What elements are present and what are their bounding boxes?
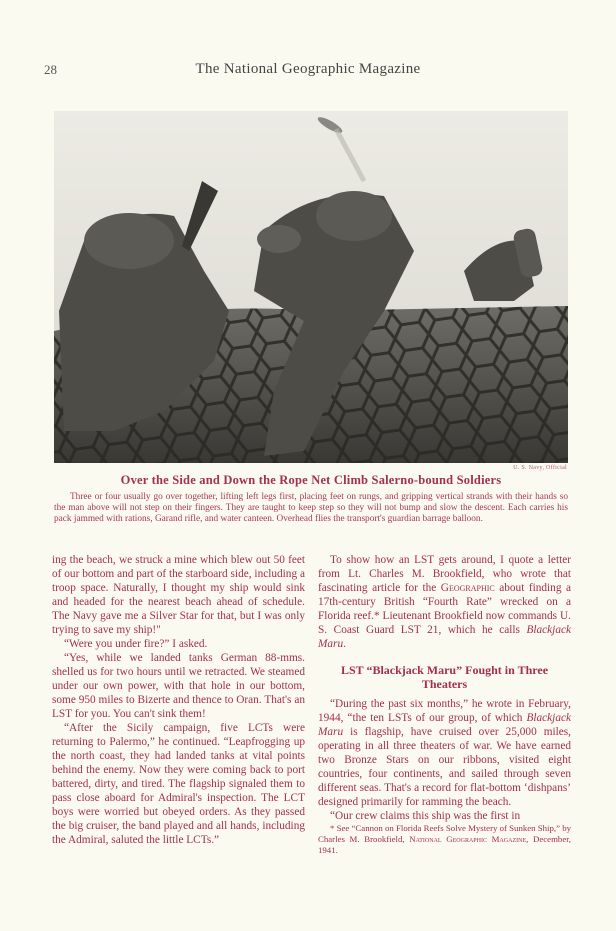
paragraph: “Our crew claims this ship was the first in bbox=[330, 810, 521, 822]
caption-body: Three or four usually go over together, lifting left legs first, placing feet on rungs, and gripping vertical strands with their hands so the man above will not step on their fingers. They are taught to keep step so they will not bump and slow the descent. Each carries his pack jammed with rations, Garand rifle, and water canteen. Overhead flies the transport's guardian barrage balloon. bbox=[54, 492, 568, 524]
text-run: “During the past six months,” he wrote in February, 1944, “the ten LSTs of our group, of which bbox=[318, 698, 571, 724]
paragraph-intro bbox=[318, 553, 571, 651]
text-run: is flagship, have cruised over 25,000 miles, operating in all three theaters of war. We have earned two Bronze Stars on our ribbons, visited eight countries, four continents, and sailed through seven different seas. That's a record for flat-bottom ‘dishpans’ designed primarily for ramming the beach. bbox=[318, 726, 571, 808]
text-run: * See “Cannon on Florida Reefs Solve Mystery of Sunken Ship,” by Charles M. Brookfield, bbox=[318, 823, 571, 844]
paragraph: “Yes, while we landed tanks German 88-mms. shelled us for two hours until we retracted. We steamed under our own power, with that hole in our bottom, some 950 miles to Bizerte and thence to Oran. That's an LST for you. You can't sink them! bbox=[52, 652, 305, 720]
page-number: 28 bbox=[44, 62, 57, 77]
left-column bbox=[52, 553, 305, 847]
photo-illustration bbox=[54, 111, 568, 463]
right-column bbox=[318, 553, 571, 856]
ship-name: Blackjack Maru bbox=[318, 624, 571, 650]
running-head bbox=[0, 62, 616, 82]
text-run: . bbox=[343, 638, 346, 650]
paragraph: “After the Sicily campaign, five LCTs were returning to Palermo,” he continued. “Leapfrogging up the north coast, they had landed tanks at vital points behind the enemy. Now they were coming back to port battered, dirty, and tired. The flagship signaled them to pass close aboard for Admiral's inspection. The LCT boys were worried but obeyed orders. As they passed the big cruiser, the band played and all hands, including the Admiral, saluted the little LCTs.” bbox=[52, 722, 305, 846]
geographic-reference: Geographic bbox=[440, 582, 495, 594]
paragraph: “Were you under fire?” I asked. bbox=[64, 638, 208, 650]
photo-caption bbox=[54, 473, 568, 524]
footnote-magazine: National Geographic Magazine bbox=[409, 834, 527, 844]
ship-name: Blackjack Maru bbox=[318, 712, 571, 738]
caption-title: Over the Side and Down the Rope Net Climb Salerno-bound Soldiers bbox=[120, 473, 502, 487]
magazine-title: The National Geographic Magazine bbox=[195, 61, 421, 77]
photo-soldiers-rope-net bbox=[54, 111, 568, 463]
text-run: about finding a 17th-century British “Fourth Rate” wrecked on a Florida reef.* Lieutenant Brookfield now commands U. S. Coast Guard LST 21, which he calls bbox=[318, 582, 571, 636]
text-run: , December, 1941. bbox=[318, 834, 572, 855]
paragraph: ing the beach, we struck a mine which blew out 50 feet of our bottom and part of the starboard side, including a troop space. Naturally, I thought my ship would sink and headed for the nearest beach ahead of schedule. The Navy gave me a Silver Star for that, but I was only trying to save my ship!" bbox=[52, 554, 305, 636]
text-run: To show how an LST gets around, I quote a letter from Lt. Charles M. Brookfield, who wrote that fascinating article for the bbox=[318, 554, 571, 594]
paragraph bbox=[318, 697, 571, 809]
photo-credit: U. S. Navy, Official bbox=[513, 465, 567, 471]
footnote bbox=[318, 823, 571, 856]
section-subhead: LST “Blackjack Maru” Fought in Three Theaters bbox=[340, 663, 549, 691]
